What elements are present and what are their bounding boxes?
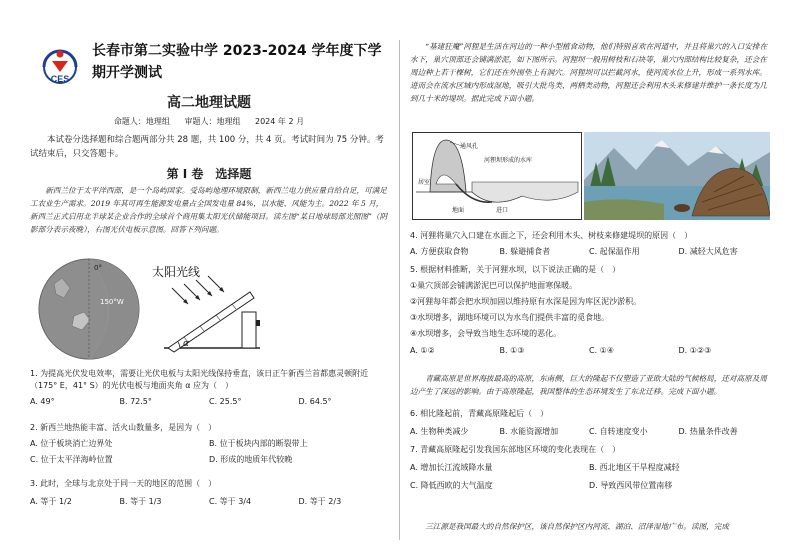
question-3-options: [30, 496, 388, 508]
material-text-1: 新西兰位于太平洋西部，是一个岛屿国家。受岛屿地理环境限制，新西兰电力供应量自给自足，可满足工农业生产需求。2019 年其可再生能源发电量占全国发电量 84%，以水能、风能为主。2022 年 5 月，新西兰正式启用北半球某企业合作的全球首个商用集太阳光伏储能项目。读左图“某日地球局部光照图”（阴影部分表示夜晚），右图光伏电板示意图。回答下列问题。: [30, 186, 388, 234]
beaver-lodge-diagram: [412, 132, 582, 220]
question-5-stem: 5. 根据材料推断，关于河狸水坝，以下说法正确的是（ ）: [410, 265, 621, 274]
question-3-option-c[interactable]: C. 等于 3/4: [209, 497, 252, 506]
question-1-option-a[interactable]: A. 49°: [30, 397, 55, 406]
diagram-room-label: 居室: [418, 179, 431, 186]
column-divider: [399, 40, 400, 540]
material-text-4: 三江源是我国最大的自然保护区，该自然保护区内河流、湖泊、沼泽湿地广布。读图，完成: [425, 522, 729, 531]
school-title: 长春市第二实验中学 2023-2024 学年度下学期开学测试: [92, 43, 382, 81]
exam-meta: [30, 116, 388, 127]
question-2-options-row-2: [30, 454, 388, 466]
question-3-stem: 3. 此时，全球与北京处于同一天的地区的范围（ ）: [30, 479, 217, 488]
logo-text: CES: [50, 74, 70, 84]
question-5-option-b[interactable]: B. ①③: [499, 346, 525, 355]
solar-ray-label: 太阳光线: [152, 265, 201, 279]
question-5-statement-1: ①巢穴顶部会铺满淤泥巴可以保护地面寒保暖。: [410, 281, 578, 290]
question-6-options: [410, 426, 768, 438]
question-1-option-d[interactable]: D. 64.5°: [298, 397, 332, 406]
material-text-2: “基建狂魔”河狸是生活在河边的一种小型植食动物，他们特别喜欢在河道中，并且将巢穴的入口安排在水下，巢穴顶部还会铺满淤泥，如下图所示。河狸坝一般用树枝和石块等，巢穴内部结构比较复杂，还会在周边种上若干棵树，它们还在外围垫上有洞穴。河狸坝可以拦截河水，使河流水位上升，形成一系列水库。进而会在流水区域内形成湿地，吸引大批鸟类、两栖类动物，河狸还会利用木头来修建并维护一条长度为几到几十米的堤坝。据此完成下面小题。: [410, 42, 768, 103]
globe-lon-label: 150°W: [100, 298, 124, 306]
question-4-options: [410, 246, 768, 258]
question-7: [410, 444, 768, 492]
question-4-option-d[interactable]: D. 减轻大风危害: [678, 247, 738, 256]
school-logo: [38, 45, 82, 89]
beaver-landscape-illustration: [584, 132, 770, 220]
question-7-option-a[interactable]: A. 增加长江流域降水量: [410, 463, 493, 472]
question-3-option-a[interactable]: A. 等于 1/2: [30, 497, 72, 506]
question-2: [30, 422, 388, 466]
question-6: [410, 408, 768, 438]
question-3: [30, 478, 388, 508]
globe-illumination-figure: [34, 254, 144, 364]
question-5-options: [410, 345, 768, 357]
question-7-option-d[interactable]: D. 导致西风带位置南移: [589, 481, 673, 490]
diagram-entry-label: 进口: [496, 207, 509, 214]
diagram-floor-label: 地面: [452, 207, 465, 214]
question-1: [30, 368, 388, 408]
question-4-stem: 4. 河狸将巢穴入口建在水面之下，还会利用木头、树枝来修建堤坝的原因（ ）: [410, 231, 693, 240]
question-6-option-c[interactable]: C. 自转速度变小: [589, 427, 648, 436]
angle-alpha-label: α: [183, 339, 189, 349]
diagram-vent-label: 通风孔: [460, 143, 479, 150]
section-title: 第 I 卷 选择题: [166, 167, 252, 181]
question-6-stem: 6. 相比隆起前，青藏高原隆起后（ ）: [410, 409, 549, 418]
meta-author: 命题人：地理组: [113, 117, 170, 126]
question-7-option-c[interactable]: C. 降低西欧的大气温度: [410, 481, 493, 490]
question-5-statement-2: ②河狸每年都会把水坝加固以维持原有水深是因为库区泥沙淤积。: [410, 297, 642, 306]
question-2-option-c[interactable]: C. 位于太平洋海岭位置: [30, 455, 113, 464]
globe-lat-label: 0°: [94, 264, 102, 272]
question-6-option-a[interactable]: A. 生物种类减少: [410, 427, 469, 436]
question-7-options-row-1: [410, 462, 768, 474]
question-2-option-a[interactable]: A. 位于板块消亡边界处: [30, 439, 113, 448]
question-4: [410, 230, 768, 258]
question-5-option-c[interactable]: C. ①④: [589, 346, 615, 355]
question-6-option-d[interactable]: D. 热量条件改善: [678, 427, 738, 436]
meta-reviewer: 审题人：地理组: [184, 117, 241, 126]
question-1-option-b[interactable]: B. 72.5°: [119, 397, 152, 406]
question-4-option-a[interactable]: A. 方便获取食物: [410, 247, 469, 256]
question-7-options-row-2: [410, 480, 768, 492]
meta-date: 2024 年 2 月: [255, 117, 305, 126]
question-7-option-b[interactable]: B. 西北地区干旱程度减轻: [589, 463, 680, 472]
question-6-option-b[interactable]: B. 水能资源增加: [499, 427, 559, 436]
question-1-option-c[interactable]: C. 25.5°: [209, 397, 242, 406]
question-5-statement-4: ④水坝增多，会导致当地生态环境的恶化。: [410, 329, 562, 338]
solar-panel-figure: [150, 262, 270, 362]
question-5-option-d[interactable]: D. ①②③: [678, 346, 712, 355]
question-7-stem: 7. 青藏高原隆起引发我国东部地区环境的变化表现在（ ）: [410, 445, 621, 454]
question-2-option-d[interactable]: D. 形成的地质年代较晚: [209, 455, 293, 464]
question-3-option-d[interactable]: D. 等于 2/3: [298, 497, 342, 506]
question-2-option-b[interactable]: B. 位于板块内部的断裂带上: [209, 439, 308, 448]
exam-intro: 本试卷分选择题和综合题两部分共 28 题，共 100 分，共 4 页。考试时间为 75 分钟。考试结束后，只交答题卡。: [30, 135, 384, 159]
question-3-option-b[interactable]: B. 等于 1/3: [119, 497, 162, 506]
exam-title: 高二地理试题: [167, 95, 251, 111]
material-text-3: 青藏高原是世界海拔最高的高原，东南侧，巨大的隆起不仅塑造了亚欧大陆的气候格局，还对高原及周边产生了深远的影响。由于高原隆起，我国整体的生态环境发生了东北迁移。完成下面小题。: [410, 374, 767, 396]
question-2-stem: 2. 新西兰地热能丰富、活火山数量多，是因为（ ）: [30, 423, 217, 432]
question-4-option-b[interactable]: B. 躲避捕食者: [499, 247, 551, 256]
diagram-pond-label: 河狸坝形成的水库: [484, 157, 533, 164]
question-5-statement-3: ③水坝增多，湖地环境可以为水鸟们提供丰富的觅食地。: [410, 313, 610, 322]
question-2-options-row-1: [30, 438, 388, 450]
question-1-options: [30, 396, 388, 408]
question-4-option-c[interactable]: C. 起保温作用: [589, 247, 640, 256]
question-5-option-a[interactable]: A. ①②: [410, 346, 435, 355]
question-1-stem: 1. 为提高光伏发电效率，需要让光伏电板与太阳光线保持垂直，该日正午新西兰首都惠灵顿附近（175° E，41° S）的光伏电板与地面夹角 α 应为（ ）: [30, 369, 369, 390]
question-5: [410, 264, 768, 357]
